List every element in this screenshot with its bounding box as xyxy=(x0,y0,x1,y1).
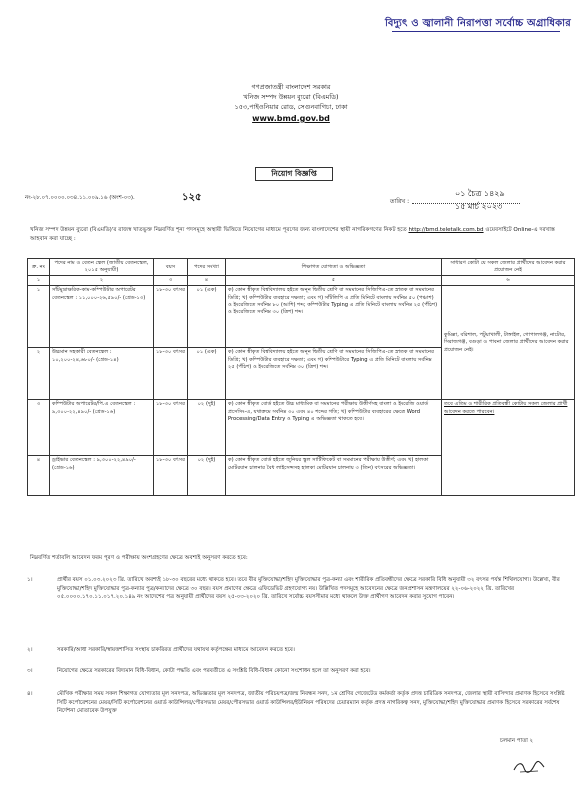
colnum: ২ xyxy=(50,276,154,286)
condition-item xyxy=(27,576,575,636)
header-sl: ক্র. নং xyxy=(28,259,50,276)
row-age: ১৮-৩০ বৎসর xyxy=(154,348,188,400)
header-govt: গণপ্রজাতন্ত্রী বাংলাদেশ সরকার xyxy=(251,83,331,91)
memo-reference: নং-২৮.০৭.০০০০.০৩৪.১১.০০৯.১৬ (অংশ-০৩). xyxy=(25,195,135,201)
row-post: সাঁটমুদ্রাক্ষরিক-কাম-কম্পিউটার অপারেটর বেতনস্কেল : ১১,০০০-২৬,৫৯০/- (গ্রেড-১৩) xyxy=(50,286,154,348)
header-org: খনিজ সম্পদ উন্নয়ন ব্যুরো (বিএমডি) xyxy=(243,93,339,101)
row-sl: ২ xyxy=(28,348,50,400)
row-qualification: ক) কোন স্বীকৃত বোর্ড হইতে জুনিয়র স্কুল সার্টিফিকেট বা সমমানের পরীক্ষায় উত্তীর্ণ; এবং খ) হালকা মোটরযান চালনার বৈধ লাইসেন্সসহ হালকা মোটরযান চালনায় ৩ (তিন) বৎসরের অভিজ্ঞতা। xyxy=(226,456,442,496)
row-post: উচ্চমান সহকারী বেতনস্কেল : ১০,২০০-২৪,৬৮০/- (গ্রেড-১৪) xyxy=(50,348,154,400)
row-qualification: ক) কোন স্বীকৃত বিশ্ববিদ্যালয় হইতে অনূন দ্বিতীয় শ্রেণি বা সমমানের সিজিপিএ-তে স্নাতক বা সমমানের ডিগ্রি; খ) কম্পিউটার ব্যবহারে দক্ষতা; এবং গ) সাঁটলিপি এ প্রতি মিনিটে বাংলায় সর্বনিম্ন ৫০ (পঞ্চাশ) ও ইংরেজিতে সর্বনিম্ন ৮০ (আশি) শব্দ; কম্পিউটার Typing এ প্রতি মিনিটে বাংলায় সর্বনিম্ন ২৫ (পঁচিশ) ও ইংরেজিতে সর্বনিম্ন ৩০ (ত্রিশ) শব্দ। xyxy=(226,286,442,348)
banner-underline xyxy=(392,31,560,32)
row-sl: ৪ xyxy=(28,456,50,496)
row-post: কম্পিউটার অপারেটর/পি.এ বেতনস্কেল : ৯,৩০০-২২,৪৯০/- (গ্রেড-১৬) xyxy=(50,400,154,456)
row-post: ড্রাইভার বেতনস্কেল : ৯,৩০০-২২,৪৯০/- (গ্রেড-১৬) xyxy=(50,456,154,496)
header-quota: সাধারণ কোটা যে সকল জেলার প্রার্থীদের আবেদন করার প্রয়োজন নেই xyxy=(442,259,575,276)
colnum: ১ xyxy=(28,276,50,286)
colnum: ৪ xyxy=(188,276,226,286)
intro-paragraph xyxy=(30,226,570,244)
header-post: পদের নাম ও বেতন স্কেল (জাতীয় বেতনস্কেল, ২০১৫ অনুযায়ী) xyxy=(50,259,154,276)
table-header-row xyxy=(28,259,575,276)
row-qualification: ক) কোন স্বীকৃত বিশ্ববিদ্যালয় হইতে অনূন দ্বিতীয় শ্রেণি বা সমমানের সিজিপিএ-তে স্নাতক বা সমমানের ডিগ্রি; খ) কম্পিউটার ব্যবহারে দক্ষতা; এবং গ) কম্পিউটারে Typing এ প্রতি মিনিটে বাংলায় সর্বনিম্ন ২৫ (পঁচিশ) ও ইংরেজিতে সর্বনিম্ন ৩০ (ত্রিশ) শব্দ। xyxy=(226,348,442,400)
table-row xyxy=(28,400,575,456)
colnum: ৫ xyxy=(226,276,442,286)
row-age: ১৮-৩০ বৎসর xyxy=(154,286,188,348)
date-english: ১৫ মার্চ ২০২৩ xyxy=(455,202,503,211)
quota-districts: কুমিল্লা, বরিশাল, পটুয়াখালী, টাঙ্গাইল, গোপালগঞ্জ, নাটোর, সিরাজগঞ্জ, বগুড়া ও পাবনা জেলার প্রার্থীদের আবেদন করার প্রয়োজন নেই। xyxy=(442,286,575,400)
row-qualification: ক) কোন স্বীকৃত বোর্ড হইতে উচ্চ মাধ্যমিক বা সমমানের পরীক্ষায় উত্তীর্ণসহ বাংলা ও ইংরেজি ওয়ার্ড প্রসেসিং-এ, যথাক্রমে সর্বনিম্ন ৩০ এবং ৪০ শব্দের গতি; খ) কম্পিউটার ব্যবহারের ক্ষেত্রে Word Processing/Data Entry ও Typing এ অভিজ্ঞতা থাকতে হবে। xyxy=(226,400,442,456)
conditions-lead: নিম্নবর্ণিত শর্তাবলি আবেদন ফরম পূরণ ও পরীক্ষায় অংশগ্রহণের ক্ষেত্রে অবশ্যই অনুসরণ করতে হবে: xyxy=(30,555,248,561)
memo-number: ১২৫ xyxy=(182,192,202,203)
row-age: ১৮-৩০ বৎসর xyxy=(154,456,188,496)
row-count: ০১ (এক) xyxy=(188,348,226,400)
condition-text: মৌখিক পরীক্ষার সময় সকল শিক্ষাগত যোগ্যতার মূল সনদপত্র, অভিজ্ঞতার মূল সনদপত্র, জাতীয় পরিচয়পত্র/জন্ম নিবন্ধন সনদ, ১ম শ্রেণির গেজেটেড কর্মকর্তা কর্তৃক প্রদত্ত চারিত্রিক সনদপত্র, জেলার স্থায়ী বাসিন্দার প্রমাণক হিসেবে সংশ্লিষ্ট সিটি কর্পোরেশনের মেয়র/সিটি কর্পোরেশনের ওয়ার্ড কাউন্সিলর/পৌরসভার মেয়র/পৌরসভার ওয়ার্ড কাউন্সিলর/ইউনিয়ন পরিষদের চেয়ারম্যান কর্তৃক প্রদত্ত নাগরিকত্ব সনদ, মুক্তিযোদ্ধা/শহিদ মুক্তিযোদ্ধার প্রমাণক হিসেবে সরকারের সর্বশেষ নির্দেশনা মোতাবেক উপযুক্ত xyxy=(57,691,565,714)
condition-item xyxy=(27,667,575,679)
condition-text: নিয়োগের ক্ষেত্রে সরকারের বিদ্যমান বিধি-বিধান, কোটা পদ্ধতি এবং পরবর্তীতে এ সংশ্লিষ্ট বিধি-বিধান কোনো সংশোধন হলে তা অনুসরণ করা হবে। xyxy=(57,668,371,674)
quota-exception xyxy=(442,400,575,496)
condition-number: ৩। xyxy=(27,668,33,674)
row-age: ১৮-৩০ বৎসর xyxy=(154,400,188,456)
header-qualification: শিক্ষাগত যোগ্যতা ও অভিজ্ঞতা xyxy=(226,259,442,276)
header-age: বয়স xyxy=(154,259,188,276)
date-label: তারিখ : xyxy=(390,198,410,205)
table-row xyxy=(28,286,575,348)
row-count: ০১ (এক) xyxy=(188,286,226,348)
colnum: ৬ xyxy=(442,276,575,286)
row-count: ০২ (দুই) xyxy=(188,456,226,496)
header-count: পদের সংখ্যা xyxy=(188,259,226,276)
condition-number: ২। xyxy=(27,647,33,653)
notice-title: নিয়োগ বিজ্ঞপ্তি xyxy=(255,167,333,181)
intro-text: খনিজ সম্পদ উন্নয়ন ব্যুরো (বিএমডি)'র রাজস্ব খাতভুক্ত নিম্নবর্ণিত শূন্য পদসমূহে অস্থায়ী ভিত্তিতে নিয়োগের মাধ্যমে পূরণের জন্য বাংলাদেশের স্থায়ী নাগরিকগণের নিকট হতে xyxy=(30,227,407,233)
vacancy-table xyxy=(27,258,575,496)
banner-slogan: বিদ্যুৎ ও জ্বালানী নিরাপত্তা সর্বোচ্চ অগ্রাধিকার xyxy=(385,18,571,29)
colnum: ৩ xyxy=(154,276,188,286)
continued-page-note: চলমান পাতা ২ xyxy=(500,738,534,744)
condition-item xyxy=(27,646,575,658)
condition-item xyxy=(27,690,575,730)
intro-text-end: ওয়েবসাইটে Online-এ দরখাস্ত আহবান করা যাচ্ছে : xyxy=(30,227,555,242)
column-number-row xyxy=(28,276,575,286)
teletalk-link[interactable]: http://bmd.teletalk.com.bd xyxy=(408,227,484,233)
row-count: ০২ (দুই) xyxy=(188,400,226,456)
header-address: ১৫৩,পাইওনিয়ার রোড, সেগুনবাগিচা, ঢাকা xyxy=(234,103,348,111)
condition-number: ৪। xyxy=(27,691,33,697)
condition-text: প্রার্থীর বয়স ০১.০৩.২০২৩ খ্রি. তারিখে অবশ্যই ১৮-৩০ বছরের মধ্যে থাকতে হবে। তবে বীর মুক্তিযোদ্ধা/শহিদ মুক্তিযোদ্ধার পুত্র-কন্যা এবং শারীরিক প্রতিবন্ধীদের ক্ষেত্রে সরকারি বিধি অনুযায়ী ৩২ বৎসর পর্যন্ত শিথিলযোগ্য। উল্লেখ্য, বীর মুক্তিযোদ্ধা/শহিদ মুক্তিযোদ্ধার পুত্র-কন্যার পুত্র/কন্যাদের ক্ষেত্রে ৩০ বছর। বয়স প্রমাণের ক্ষেত্রে এফিডেভিট গ্রহণযোগ্য নয়। উল্লিখিত পদসমূহে আবেদনের ক্ষেত্রে জনপ্রশাসন মন্ত্রণালয়ের ২২-০৬-২০২২ খ্রি. তারিখের ০৫.০০০০.১৭০.১১.০১৭.২০.১৪৯ নং আদেশের পত্র অনুযায়ী প্রার্থীদের বয়স ২৫-০৩-২০২০ খ্রি. তারিখে সর্বোচ্চ বয়সসীমার মধ্যে থাকলে উক্ত প্রার্থীগণ আবেদন করার সুযোগ পাবেন। xyxy=(57,577,560,600)
row-sl: ১ xyxy=(28,286,50,348)
signature-mark xyxy=(512,758,546,776)
date-bangla: ০১ চৈত্র ১৪২৯ xyxy=(455,189,505,198)
condition-number: ১। xyxy=(27,577,33,583)
quota-exception-text: তবে এতিম ও শারীরিক প্রতিবন্ধী কোটায় সকল জেলার প্রার্থী আবেদন করতে পারবেন। xyxy=(444,401,568,415)
condition-text: সরকারি/আধা সরকারি/স্বায়ত্তশাসিত সংস্থায় চাকরিরত প্রার্থীদের যথাযথ কর্তৃপক্ষের মাধ্যমে আবেদন করতে হবে। xyxy=(57,647,295,653)
row-sl: ৩ xyxy=(28,400,50,456)
header-website-link[interactable]: www.bmd.gov.bd xyxy=(252,114,330,123)
